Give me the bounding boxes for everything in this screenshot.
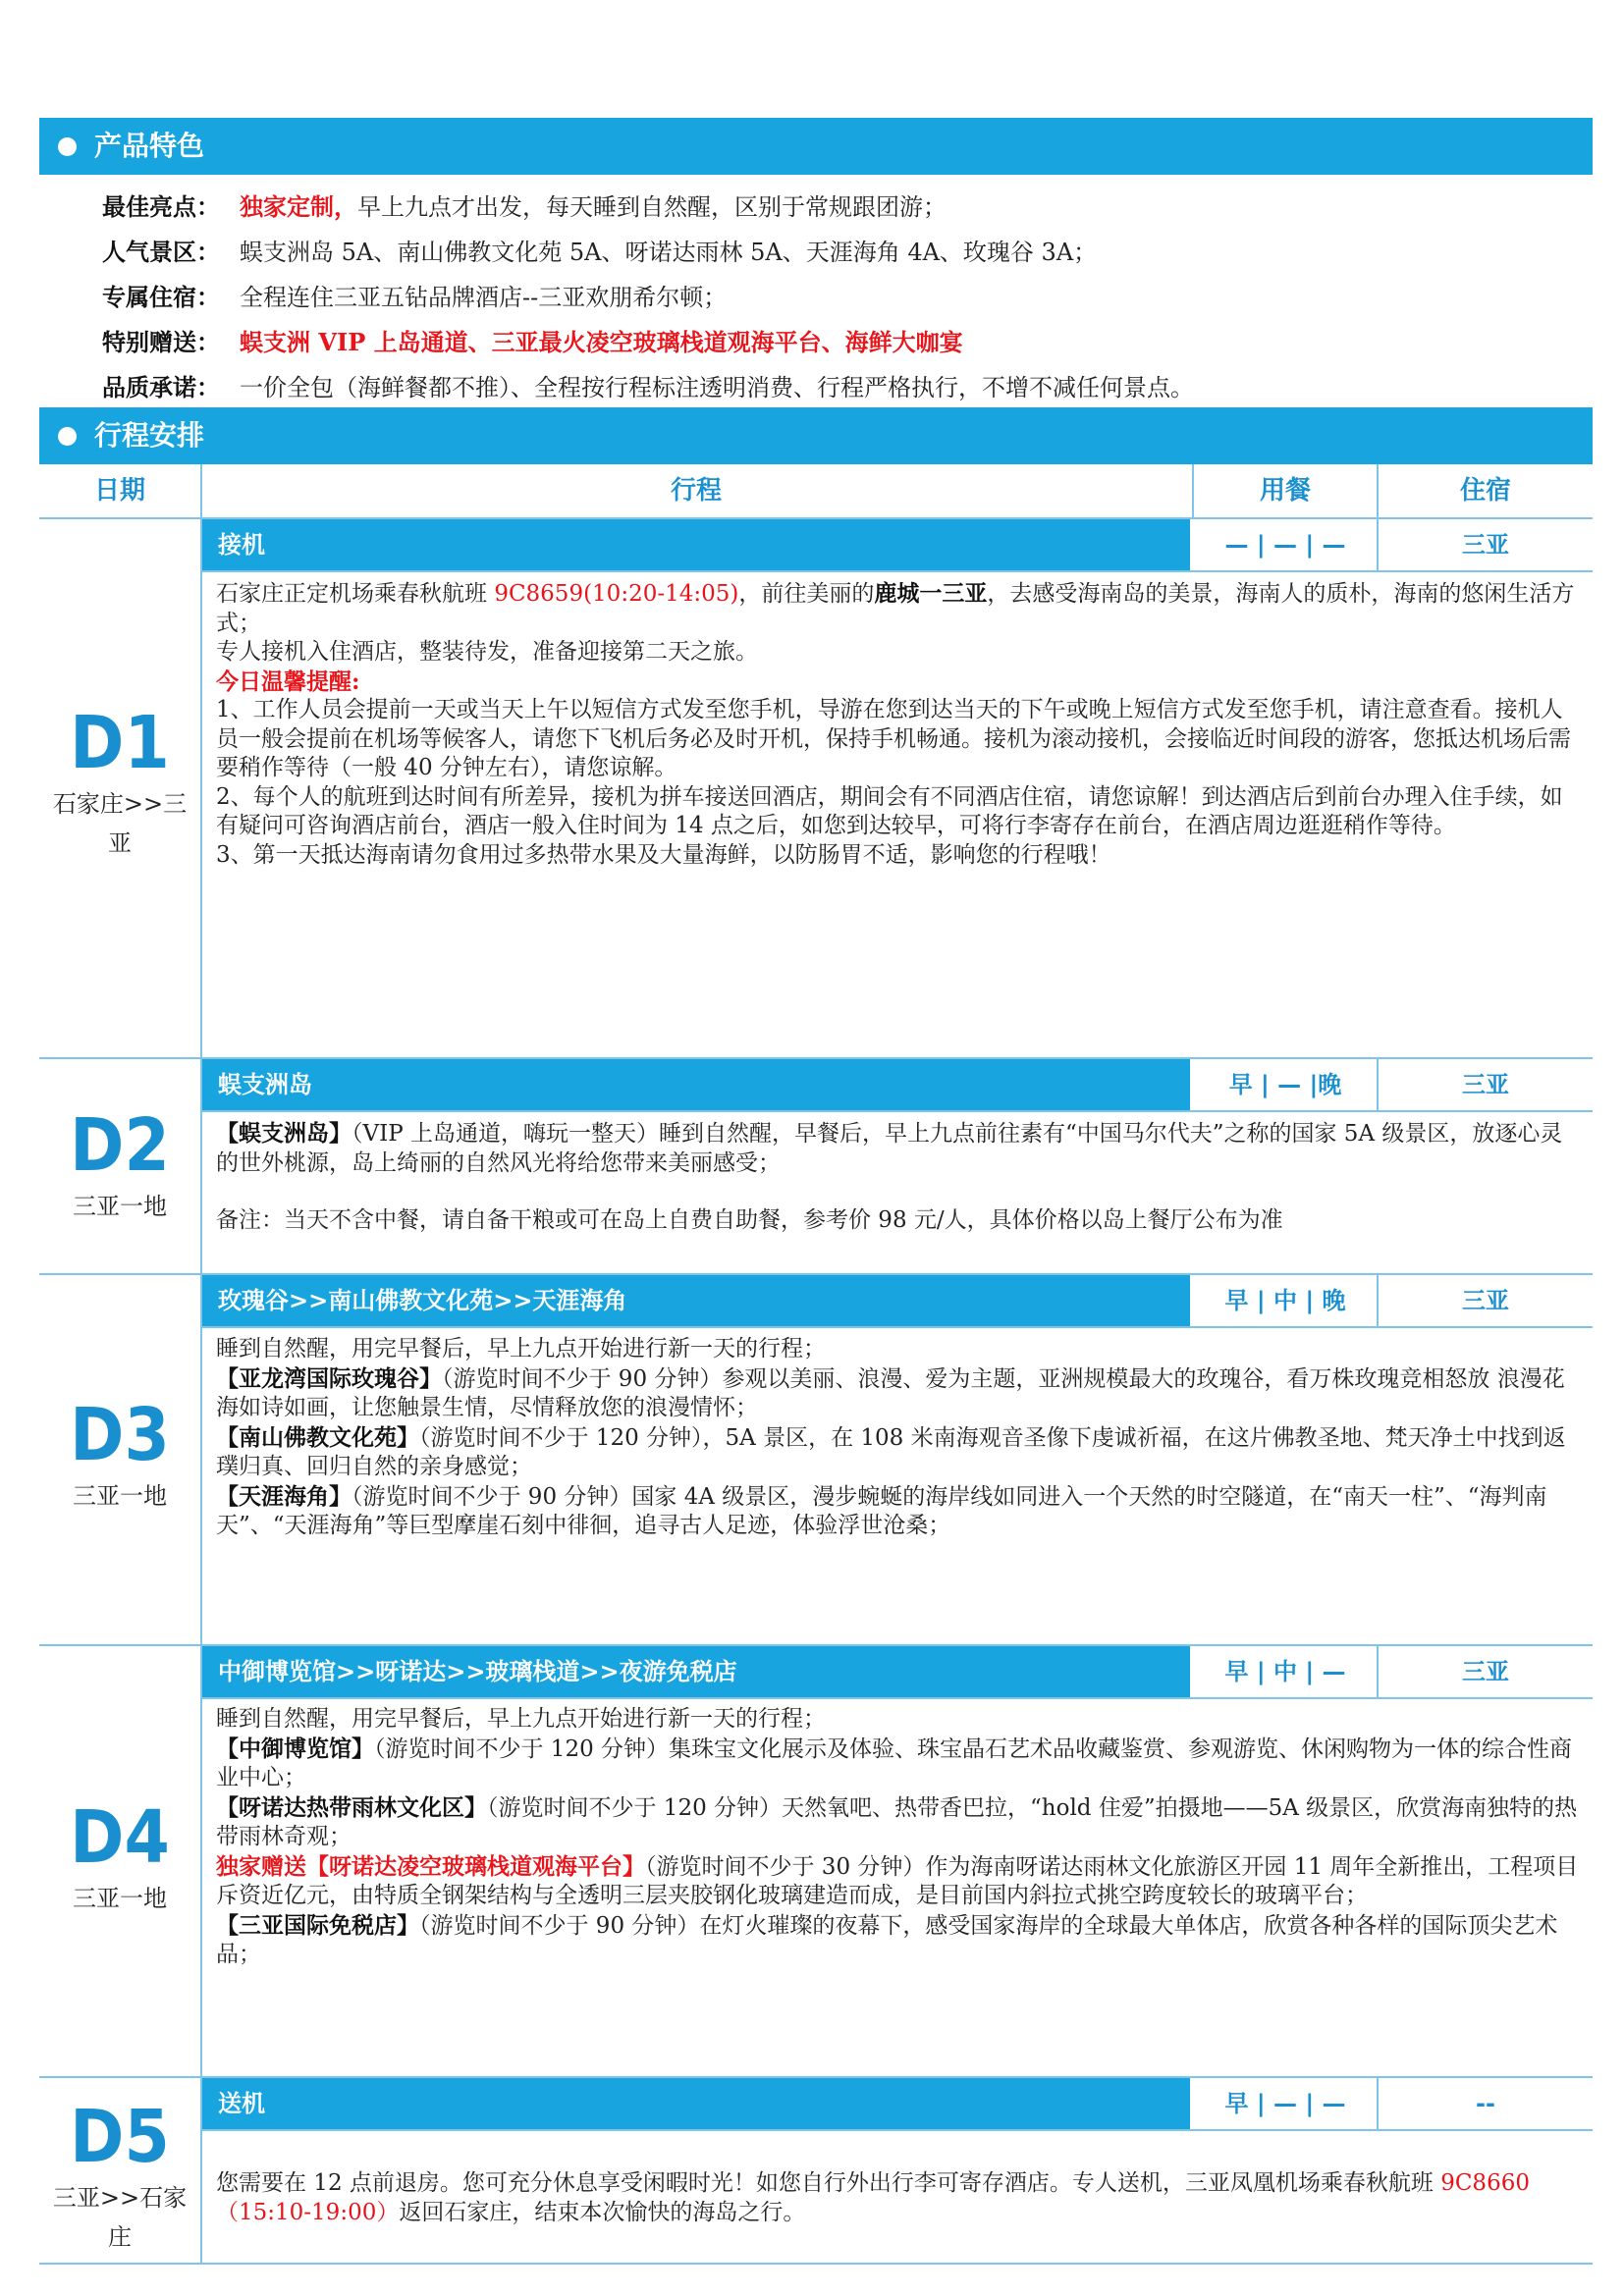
- day-title: 蜈支洲岛: [202, 1059, 1190, 1110]
- day-header-bar: [202, 1275, 1593, 1328]
- feature-text: 蜈支洲岛 5A、南山佛教文化苑 5A、呀诺达雨林 5A、天涯海角 4A、玫瑰谷 3A；: [240, 239, 1098, 266]
- feature-text: 早上九点才出发，每天睡到自然醒，区别于常规跟团游；: [357, 193, 947, 221]
- day-meals: 早 | — |晚: [1228, 1071, 1342, 1098]
- feature-label: 品质承诺：: [102, 374, 220, 401]
- desc-text: （游览时间不少于 90 分钟）在灯火璀璨的夜幕下，感受国家海岸的全球最大单体店，欣赏各种各样的国际顶尖艺术品；: [216, 1912, 1558, 1967]
- desc-bold: 【三亚国际免税店】: [216, 1911, 419, 1939]
- day-cell: [39, 2096, 200, 2257]
- table-divider: [39, 2263, 1593, 2265]
- day-hotel: --: [1476, 2090, 1495, 2117]
- desc-text: （游览时间不少于 120 分钟）集珠宝文化展示及体验、珠宝晶石艺术品收藏鉴赏、参观游览、休闲购物为一体的综合性商业中心；: [216, 1735, 1573, 1790]
- day-cell: [39, 702, 200, 863]
- day-meals: 早 | 中 | —: [1224, 1658, 1346, 1685]
- desc-text: （游览时间不少于 90 分钟）参观以美丽、浪漫、爱为主题，亚洲规模最大的玫瑰谷，看万株玫瑰竞相怒放 浪漫花海如诗如画，让您触景生情，尽情释放您的浪漫情怀；: [216, 1365, 1565, 1420]
- day-cell: [39, 1104, 200, 1226]
- desc-bold: 【天涯海角】: [216, 1482, 352, 1510]
- day-cell: [39, 1796, 200, 1918]
- day-hotel: 三亚: [1462, 1071, 1509, 1098]
- day-description: [216, 2169, 1583, 2227]
- day-route: 石家庄>>三亚: [52, 790, 188, 857]
- desc-text: （游览时间不少于 120 分钟）天然氧吧、热带香巴拉，“hold 住爱”拍摄地——5A 级景区，欣赏海南独特的热带雨林奇观；: [216, 1794, 1578, 1849]
- feature-label: 专属住宿：: [102, 284, 220, 311]
- day-meals: 早 | — | —: [1224, 2090, 1346, 2117]
- day-title: 接机: [202, 519, 1190, 570]
- day-route: 三亚一地: [73, 1885, 167, 1912]
- day-meals: 早 | 中 | 晚: [1224, 1287, 1346, 1314]
- desc-bold: 【南山佛教文化苑】: [216, 1423, 419, 1451]
- day-description: [216, 1705, 1583, 1970]
- table-divider: [1192, 464, 1194, 517]
- desc-text: （VIP 上岛通道，嗨玩一整天）睡到自然醒，早餐后，早上九点前往素有“中国马尔代夫”之称的国家 5A 级景区，放逐心灵的世外桃源，岛上绮丽的自然风光将给您带来美丽感受；: [216, 1121, 1563, 1176]
- col-header-meals: 用餐: [1259, 476, 1311, 506]
- desc-text: 备注：当天不含中餐，请自备干粮或可在岛上自费自助餐，参考价 98 元/人，具体价格以岛上餐厅公布为准: [216, 1207, 1283, 1233]
- itinerary-title: 行程安排: [94, 419, 205, 452]
- day-header-bar: [202, 1059, 1593, 1112]
- day-number: D4: [70, 1795, 170, 1880]
- day-number: D2: [70, 1103, 170, 1188]
- desc-text: 石家庄正定机场乘春秋航班: [216, 581, 495, 607]
- col-header-date: 日期: [93, 476, 145, 506]
- flight-number: 9C8659(10:20-14:05): [494, 581, 739, 607]
- desc-text: 睡到自然醒，用完早餐后，早上九点开始进行新一天的行程；: [216, 1706, 826, 1732]
- feature-text: 全程连住三亚五钻品牌酒店--三亚欢朋希尔顿；: [240, 284, 728, 311]
- day-title: 送机: [202, 2078, 1190, 2129]
- desc-text: 睡到自然醒，用完早餐后，早上九点开始进行新一天的行程；: [216, 1336, 826, 1362]
- day-description: [216, 579, 1583, 870]
- day-header-bar: [202, 519, 1593, 572]
- day-hotel: 三亚: [1462, 1658, 1509, 1685]
- desc-bold: 【亚龙湾国际玫瑰谷】: [216, 1364, 442, 1392]
- day-number: D1: [70, 701, 170, 785]
- desc-text: ，前往美丽的: [738, 581, 875, 607]
- desc-bold: 鹿城一三亚: [874, 580, 988, 607]
- features-section-header: [39, 118, 1593, 175]
- day-route: 三亚>>石家庄: [52, 2184, 188, 2251]
- table-divider: [200, 464, 202, 2263]
- desc-text: 您需要在 12 点前退房。您可充分休息享受闲暇时光！如您自行外出行李可寄存酒店。专人送机，三亚凤凰机场乘春秋航班: [216, 2170, 1441, 2196]
- feature-text: 一价全包（海鲜餐都不推）、全程按行程标注透明消费、行程严格执行，不增不减任何景点。: [240, 374, 1194, 401]
- tip-item: 3、第一天抵达海南请勿食用过多热带水果及大量海鲜，以防肠胃不适，影响您的行程哦！: [216, 841, 1111, 868]
- feature-highlight: 独家定制，: [240, 192, 357, 221]
- col-header-route: 行程: [670, 476, 722, 506]
- day-number: D3: [70, 1393, 170, 1477]
- desc-text: ，去感受海南岛的美景，海南人的质朴，海南的悠闲生活方式；: [216, 581, 1575, 636]
- features-title: 产品特色: [94, 130, 205, 162]
- desc-bold: 【呀诺达热带雨林文化区】: [216, 1793, 487, 1821]
- day-title: 中御博览馆>>呀诺达>>玻璃栈道>>夜游免税店: [202, 1646, 1190, 1697]
- desc-text: （游览时间不少于 120 分钟），5A 景区，在 108 米南海观音圣像下虔诚祈福，在这片佛教圣地、梵天净土中找到返璞归真、回归自然的亲身感觉；: [216, 1424, 1566, 1479]
- feature-label: 特别赠送：: [102, 329, 220, 356]
- tip-title: 今日温馨提醒:: [216, 667, 360, 695]
- day-hotel: 三亚: [1462, 1287, 1509, 1314]
- feature-row-attractions: [39, 230, 1593, 275]
- gift-highlight: 独家赠送【呀诺达凌空玻璃栈道观海平台】: [216, 1852, 645, 1880]
- day-description: [216, 1335, 1583, 1541]
- tip-item: 2、每个人的航班到达时间有所差异，接机为拼车接送回酒店，期间会有不同酒店住宿，请您谅解！到达酒店后到前台办理入住手续，如有疑问可咨询酒店前台，酒店一般入住时间为 14 点之后，如您到达较早，可将行李寄存在前台，在酒店周边逛逛稍作等待。: [216, 783, 1563, 838]
- desc-text: 返回石家庄，结束本次愉快的海岛之行。: [399, 2199, 806, 2225]
- desc-bold: 【中御博览馆】: [216, 1735, 374, 1762]
- tip-item: 1、工作人员会提前一天或当天上午以短信方式发至您手机，导游在您到达当天的下午或晚上短信方式发至您手机，请注意查看。接机人员一般会提前在机场等候客人，请您下飞机后务必及时开机，保持手机畅通。接机为滚动接机，会接临近时间段的游客，您抵达机场后需要稍作等待（一般 40 分钟左右），请您谅解。: [216, 697, 1571, 780]
- bullet-dot-icon: [58, 137, 77, 156]
- col-header-hotel: 住宿: [1459, 476, 1511, 506]
- feature-row-promise: [39, 365, 1593, 410]
- itinerary-section-header: [39, 407, 1593, 464]
- day-description: [216, 1119, 1583, 1236]
- feature-label: 人气景区：: [102, 239, 220, 266]
- feature-row-highlight: [39, 185, 1593, 230]
- feature-row-hotel: [39, 275, 1593, 320]
- day-route: 三亚一地: [73, 1193, 167, 1220]
- feature-row-gifts: [39, 320, 1593, 365]
- feature-highlight: 蜈支洲 VIP 上岛通道、三亚最火凌空玻璃栈道观海平台、海鲜大咖宴: [240, 328, 963, 356]
- day-header-bar: [202, 1646, 1593, 1699]
- bullet-dot-icon: [58, 427, 77, 446]
- desc-text: 专人接机入住酒店，整装待发，准备迎接第二天之旅。: [216, 639, 758, 665]
- day-title: 玫瑰谷>>南山佛教文化苑>>天涯海角: [202, 1275, 1190, 1326]
- day-meals: — | — | —: [1224, 531, 1346, 559]
- day-hotel: 三亚: [1462, 531, 1509, 559]
- day-number: D5: [70, 2095, 170, 2179]
- day-header-bar: [202, 2078, 1593, 2131]
- feature-label: 最佳亮点：: [102, 193, 220, 221]
- desc-text: （游览时间不少于 90 分钟）国家 4A 级景区，漫步蜿蜒的海岸线如同进入一个天然的时空隧道，在“南天一柱”、“海判南天”、“天涯海角”等巨型摩崖石刻中徘徊，追寻古人足迹，体验浮世沧桑；: [216, 1483, 1547, 1538]
- day-route: 三亚一地: [73, 1482, 167, 1510]
- day-cell: [39, 1394, 200, 1516]
- table-divider: [1377, 464, 1379, 517]
- desc-bold: 【蜈支洲岛】: [216, 1120, 352, 1147]
- desc-text: （游览时间不少于 30 分钟）作为海南呀诺达雨林文化旅游区开园 11 周年全新推出，工程项目斥资近亿元，由特质全钢架结构与全透明三层夹胶钢化玻璃建造而成，是目前国内斜拉式挑空跨度较长的玻璃平台；: [216, 1853, 1579, 1908]
- flight-number: 9C8660（15:10-19:00）: [216, 2170, 1530, 2225]
